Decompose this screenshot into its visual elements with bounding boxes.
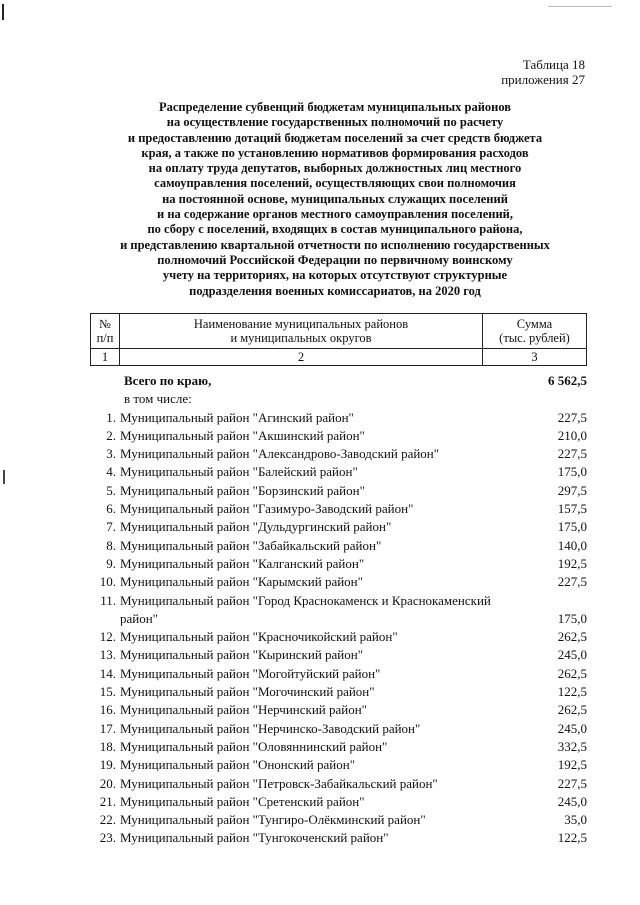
header-index-1: 1 — [91, 349, 120, 366]
table-row — [90, 683, 587, 701]
row-number: 16. — [99, 702, 116, 718]
row-value: 140,0 — [557, 537, 587, 553]
row-value: 227,5 — [557, 446, 587, 462]
table-reference-number: Таблица 18 — [522, 57, 585, 72]
table-row — [90, 756, 587, 774]
row-name: Муниципальный район "Агинский район" — [120, 409, 354, 425]
row-name: Муниципальный район "Тунгиро-Олёкминский район" — [120, 812, 426, 828]
table-row — [90, 409, 587, 427]
row-number: 5. — [106, 482, 116, 498]
row-name: Муниципальный район "Красночикойский район" — [120, 629, 398, 645]
title-line: и предоставлению дотаций бюджетам поселений за счет средств бюджета — [127, 130, 543, 145]
row-value: 192,5 — [557, 555, 587, 571]
table-row — [90, 482, 587, 500]
row-name: Муниципальный район "Тунгокоченский район" — [120, 830, 389, 846]
table-row — [90, 427, 587, 445]
title-line: учету на территориях, на которых отсутствуют структурные — [162, 268, 508, 283]
table-row — [90, 518, 587, 536]
title-line: и на содержание органов местного самоуправления поселений, — [157, 207, 513, 222]
table-row — [90, 537, 587, 555]
row-value: 157,5 — [557, 501, 587, 517]
total-label: Всего по краю, — [124, 373, 212, 388]
header-index-2: 2 — [120, 349, 483, 366]
row-number: 10. — [99, 574, 116, 590]
row-number: 3. — [106, 446, 116, 462]
title-line: на оплату труда депутатов, выборных должностных лиц местного — [148, 161, 522, 176]
table-row — [90, 793, 587, 811]
row-name: Муниципальный район "Газимуро-Заводский район" — [120, 501, 414, 517]
scan-margin-mark — [2, 4, 4, 20]
row-value: 262,5 — [557, 702, 587, 718]
title-line: Распределение субвенций бюджетам муниципальных районов — [158, 100, 512, 114]
total-value: 6 562,5 — [548, 373, 587, 388]
subtotal-label: в том числе: — [124, 391, 192, 407]
row-value: 332,5 — [557, 738, 587, 754]
row-number: 21. — [99, 793, 116, 809]
table-reference-appendix: приложения 27 — [501, 72, 585, 87]
title-line: на осуществление государственных полномочий по расчету — [166, 115, 504, 130]
row-name: Муниципальный район "Александрово-Заводский район" — [120, 446, 440, 462]
row-value: 297,5 — [557, 482, 587, 498]
row-value: 175,0 — [557, 519, 587, 535]
row-value: 227,5 — [557, 409, 587, 425]
row-name: Муниципальный район "Нерчинско-Заводский район" — [120, 720, 421, 736]
row-name: Муниципальный район "Дульдургинский район" — [120, 519, 392, 535]
row-name: Муниципальный район "Акшинский район" — [120, 427, 365, 443]
row-number: 23. — [99, 830, 116, 846]
subtotal-row — [90, 390, 587, 408]
row-name: Муниципальный район "Кыринский район" — [120, 647, 364, 663]
row-number: 6. — [106, 501, 116, 517]
title-line: подразделения военных комиссариатов, на 2020 год — [189, 283, 481, 298]
title-line: самоуправления поселений, осуществляющих свои полномочия — [154, 176, 516, 191]
header-sum-column: Сумма (тыс. рублей) — [483, 314, 587, 349]
row-name: Муниципальный район "Сретенский район" — [120, 793, 365, 809]
table-row — [90, 775, 587, 793]
table-row — [90, 592, 587, 629]
row-value: 192,5 — [557, 757, 587, 773]
row-value: 122,5 — [557, 684, 587, 700]
row-number: 17. — [99, 720, 116, 736]
table-row — [90, 628, 587, 646]
row-number: 20. — [99, 775, 116, 791]
row-number: 14. — [99, 665, 116, 681]
table-row — [90, 445, 587, 463]
table-row — [90, 555, 587, 573]
row-number: 15. — [99, 684, 116, 700]
row-number: 19. — [99, 757, 116, 773]
row-value: 245,0 — [557, 793, 587, 809]
row-number: 18. — [99, 738, 116, 754]
title-line: полномочий Российской Федерации по первичному воинскому — [157, 252, 513, 267]
row-name: Муниципальный район "Забайкальский район" — [120, 537, 382, 553]
row-name: Муниципальный район "Борзинский район" — [120, 482, 365, 498]
table-row — [90, 646, 587, 664]
row-value: 262,5 — [557, 665, 587, 681]
row-number: 7. — [106, 519, 116, 535]
row-number: 1. — [106, 409, 116, 425]
row-number: 9. — [106, 555, 116, 571]
table-row — [90, 829, 587, 847]
header-index-3: 3 — [483, 349, 587, 366]
table-row — [90, 738, 587, 756]
table-body — [90, 372, 587, 848]
row-number: 8. — [106, 537, 116, 553]
row-name: Муниципальный район "Город Краснокаменск и Краснокаменский район" — [120, 592, 491, 626]
row-number: 12. — [99, 629, 116, 645]
row-name: Муниципальный район "Нерчинский район" — [120, 702, 367, 718]
document-title — [85, 100, 585, 299]
row-value: 35,0 — [564, 812, 587, 828]
row-value: 262,5 — [557, 629, 587, 645]
table-row — [90, 720, 587, 738]
row-value: 227,5 — [557, 775, 587, 791]
row-number: 11. — [100, 592, 116, 608]
row-name: Муниципальный район "Оловяннинский район" — [120, 738, 388, 754]
total-row — [90, 372, 587, 390]
row-name: Муниципальный район "Карымский район" — [120, 574, 363, 590]
title-line: на постоянной основе, муниципальных служащих поселений — [162, 191, 508, 206]
row-value: 245,0 — [557, 647, 587, 663]
scan-margin-tick — [3, 470, 5, 484]
row-number: 22. — [99, 812, 116, 828]
top-edge-line — [548, 6, 612, 7]
row-value: 245,0 — [557, 720, 587, 736]
row-name: Муниципальный район "Ононский район" — [120, 757, 356, 773]
table-row — [90, 811, 587, 829]
header-number-column: № п/п — [91, 314, 120, 349]
header-name-column: Наименование муниципальных районов и муниципальных округов — [120, 314, 483, 349]
row-value: 175,0 — [557, 610, 587, 626]
row-name: Муниципальный район "Могочинский район" — [120, 684, 375, 700]
table-row — [90, 500, 587, 518]
row-name: Муниципальный район "Могойтуйский район" — [120, 665, 381, 681]
table-row — [90, 701, 587, 719]
row-number: 4. — [106, 464, 116, 480]
table-row — [90, 463, 587, 481]
table-header — [90, 313, 587, 366]
row-number: 2. — [106, 427, 116, 443]
row-value: 210,0 — [557, 427, 587, 443]
row-name: Муниципальный район "Калганский район" — [120, 555, 365, 571]
row-number: 13. — [99, 647, 116, 663]
title-line: края, а также по установлению нормативов формирования расходов — [141, 145, 529, 160]
row-name: Муниципальный район "Балейский район" — [120, 464, 358, 480]
row-value: 122,5 — [557, 830, 587, 846]
row-name: Муниципальный район "Петровск-Забайкальский район" — [120, 775, 438, 791]
table-row — [90, 665, 587, 683]
row-value: 227,5 — [557, 574, 587, 590]
title-line: по сбору с поселений, входящих в состав муниципального района, — [147, 222, 523, 237]
title-line: и представлению квартальной отчетности по исполнению государственных — [120, 237, 550, 252]
row-value: 175,0 — [557, 464, 587, 480]
table-row — [90, 573, 587, 591]
table-reference — [501, 57, 585, 87]
